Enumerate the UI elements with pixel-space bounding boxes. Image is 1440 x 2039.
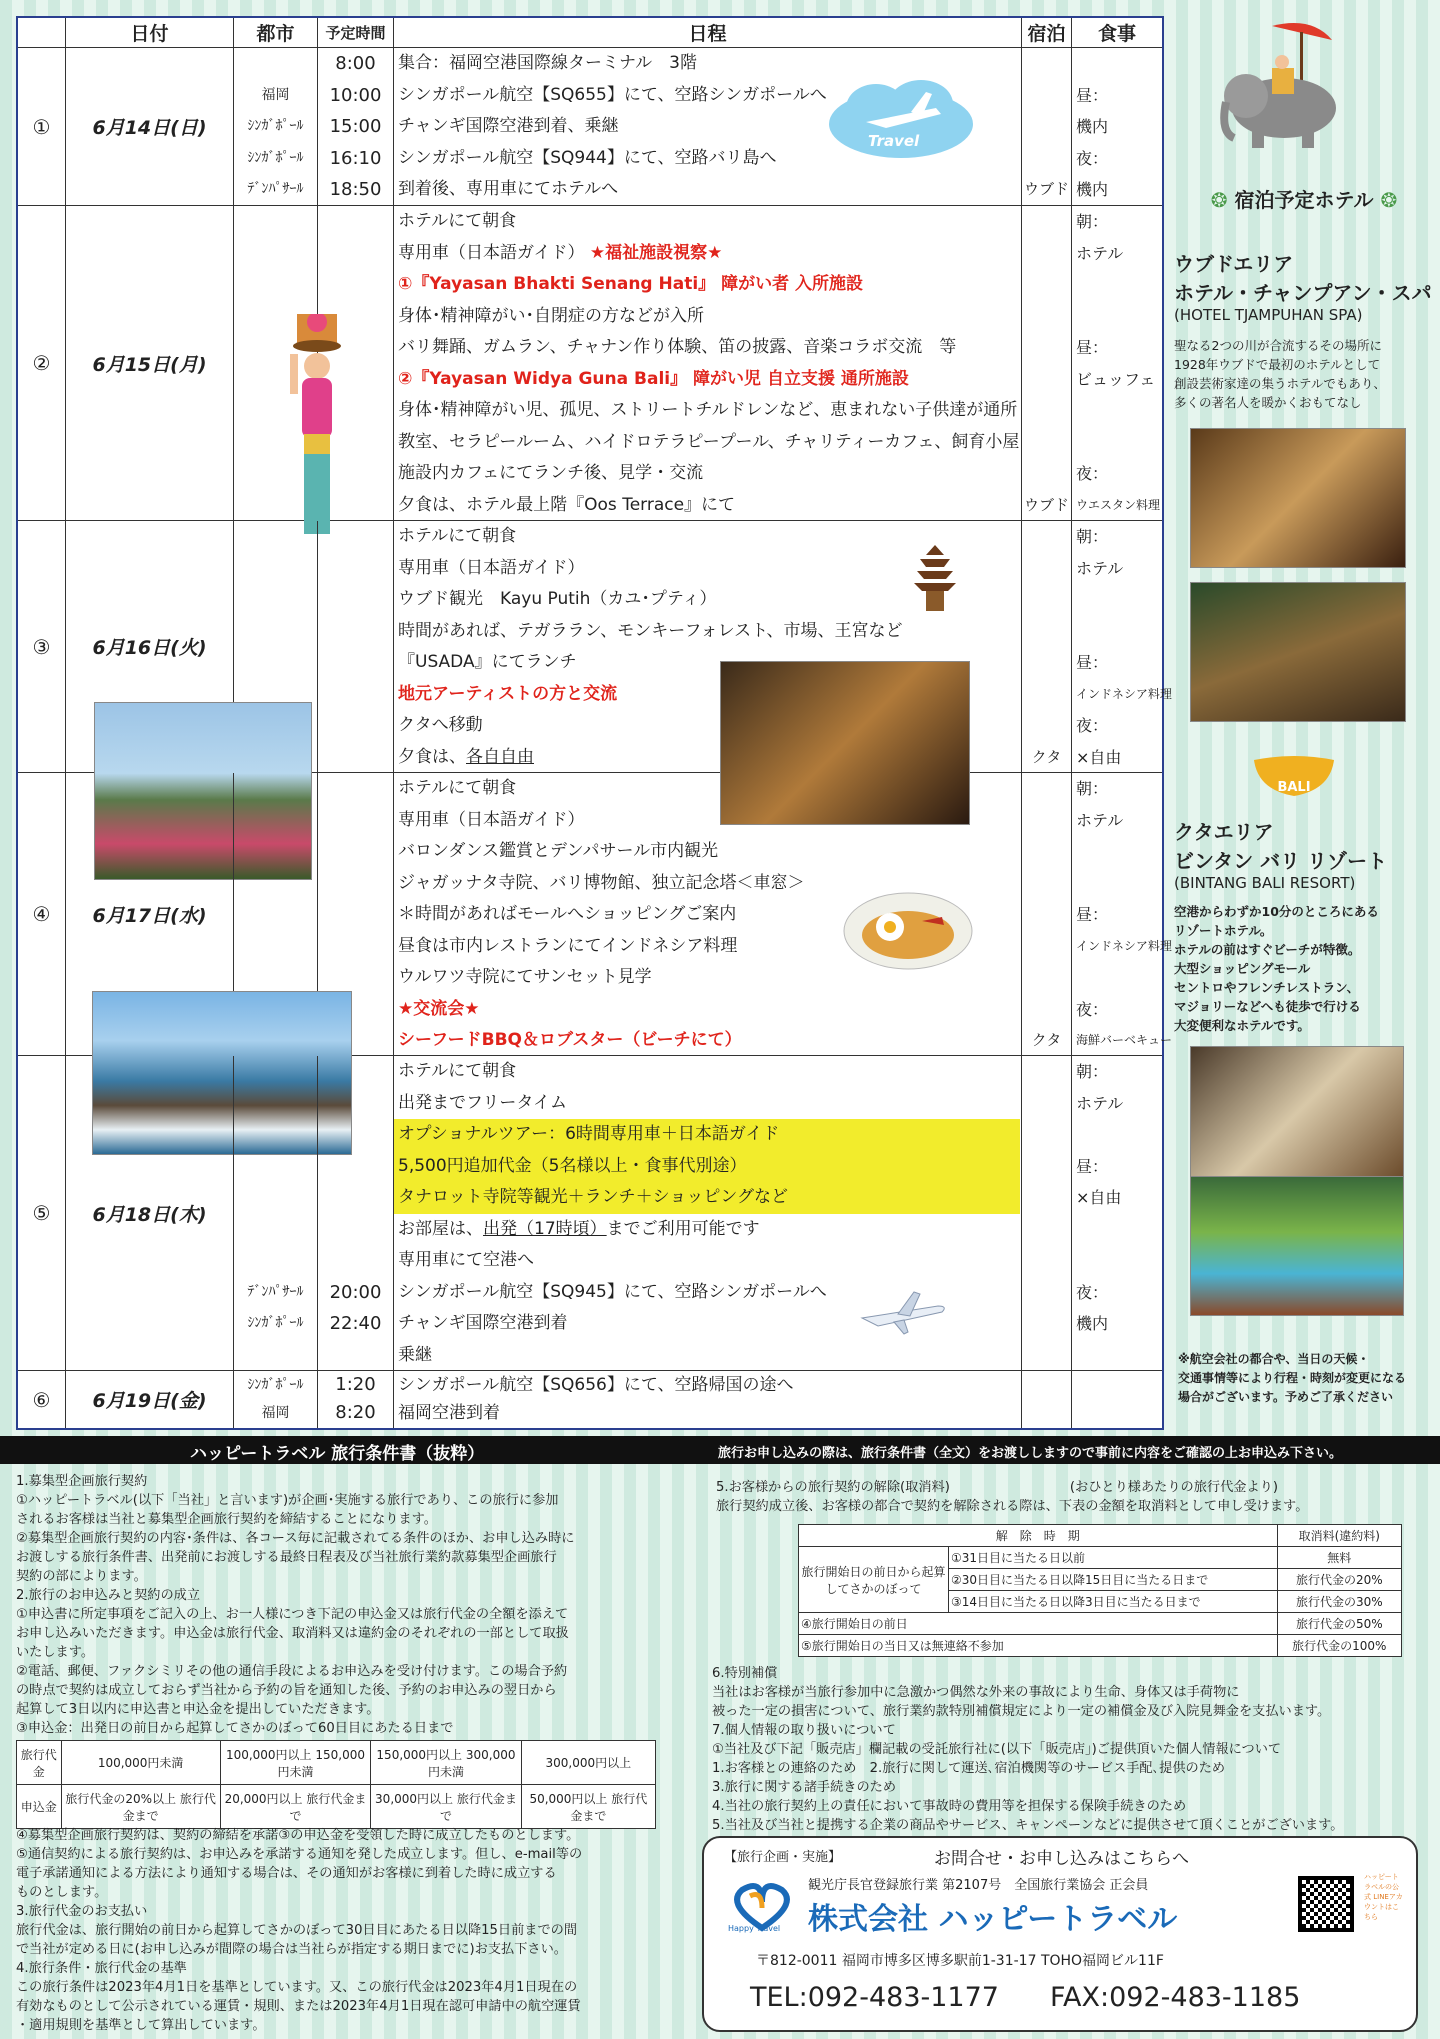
meal: 夜： — [1076, 148, 1109, 168]
optional-tour-line: 5,500円追加代金（5名様以上・食事代別途） — [394, 1151, 1020, 1183]
schedule-line: 乗継 — [398, 1344, 432, 1365]
day-number: ⑤ — [18, 1056, 66, 1370]
contact-box — [702, 1836, 1418, 2032]
facility-1: ①『Yayasan Bhakti Senang Hati』 障がい者 入所施設 — [398, 274, 863, 294]
schedule-line: バリ舞踊、ガムラン、チャナン作り体験、笛の披露、音楽コラボ交流 等 — [398, 337, 957, 357]
schedule-line: バロンダンス鑑賞とデンパサール市内観光 — [398, 841, 719, 861]
schedule-line: までご利用可能です — [606, 1218, 760, 1239]
meal: ホテル — [1076, 243, 1124, 263]
hotel-name: ビンタン バリ リゾート — [1174, 849, 1388, 873]
schedule-line: ホテルにて朝食 — [398, 1061, 517, 1081]
day-row-1 — [18, 48, 1162, 206]
meal: インドネシア料理 — [1076, 686, 1172, 701]
schedule-line: 専用車（日本語ガイド） — [398, 557, 585, 578]
meal: 夜： — [1076, 716, 1109, 735]
meal: ×自由 — [1076, 1188, 1122, 1207]
hotel-description: 空港からわずか10分のところにある リゾートホテル。 ホテルの前はすぐビーチが特徴。 大型ショッピングモール セントロやフレンチレストラン、 マジョリーなどへも徒歩で行ける 大変便利なホテルです。 — [1174, 904, 1379, 1033]
schedule-line: ＊時間があればモールへショッピングご案内 — [398, 904, 737, 924]
ubud-restaurant-photo — [1190, 582, 1406, 722]
conditions-left-text: 1.募集型企画旅行契約 ①ハッピートラベル(以下「当社」と言います)が企画･実施する旅行であり、この旅行に参加 されるお客様は当社と募集型企画旅行契約を締結することになります。 ②募集型企画旅行契約の内容･条件は、各コース毎に記載されてる条件のほか、お申し込み時に お渡しする旅行条件書、出発前にお渡しする最終日程表及び当社旅行業約款募集型企画旅行 契約の部によります。 2.旅行のお申込みと契約の成立 ①申込書に所定事項をご記入の上、お一人様につき下記の申込金又は旅行代金の全額を添えて お申し込みいただきます。申込金は旅行代金、取消料又は違約金のそれぞれの一部として取扱 いたします。 ②電話、郵便、ファクシミリその他の通信手段によるお申込みを受け付けます。この場合予約 の時点で契約は成立しておらず当社から予約の旨を通知した後、予約のお申込みの翌日から 起算して3日以内に申込書と申込金を提出していただきます。 ③申込金：出発日の前日から起算してさかのぼって60日目にあたる日まで — [16, 1474, 575, 1736]
ubud-room-photo — [1190, 428, 1406, 568]
schedule-line: 出発までフリータイム — [398, 1092, 567, 1113]
meal: ×自由 — [1076, 747, 1122, 767]
schedule-line: 教室、セラピールーム、ハイドロテラピープール、チャリティーカフェ、飼育小屋 — [398, 431, 1020, 452]
meal: 海鮮バーベキュー — [1076, 1033, 1173, 1047]
deposit-table: 旅行代金 100,000円未満 100,000円以上 150,000円未満 150,000円以上 300,000円未満 300,000円以上 申込金 旅行代金の20%以上 旅行代金まで 20,000円以上 旅行代金まで 30,000円以上 旅行代金まで 50,000円以上 旅行代金まで — [16, 1740, 656, 1829]
schedule-line: シンガポール航空【SQ656】にて、空路帰国の途へ — [398, 1375, 794, 1395]
happy-travel-logo: Happy Travel — [722, 1880, 802, 1936]
schedule-line: 昼食は市内レストランにてインドネシア料理 — [398, 935, 738, 956]
city: 福岡 — [261, 1405, 290, 1421]
day-row-2 — [18, 206, 1162, 521]
conditions-bar — [0, 1436, 1440, 1464]
meal: 朝： — [1076, 527, 1109, 546]
day-date: 6月16日(火) — [66, 521, 234, 772]
hotel-section-title: ❂ 宿泊予定ホテル ❂ — [1210, 188, 1398, 212]
city: ｼﾝｶﾞﾎﾟｰﾙ — [247, 118, 304, 134]
elephant-illustration — [1212, 16, 1362, 152]
meal: 夜： — [1076, 1282, 1109, 1302]
city: 福岡 — [261, 86, 290, 103]
day-number: ② — [18, 206, 66, 520]
day-row-4 — [18, 773, 1173, 1056]
meal: 夜： — [1076, 464, 1109, 483]
schedule-line: シンガポール航空【SQ944】にて、空路バリ島へ — [398, 147, 777, 168]
pagoda-icon — [914, 545, 956, 611]
phone-number[interactable]: TEL:092-483-1177 — [750, 1982, 999, 2013]
facility-2: ②『Yayasan Widya Guna Bali』 障がい児 自立支援 通所施設 — [398, 368, 909, 389]
travel-cloud-icon: Travel — [826, 78, 976, 162]
free-dinner: 各自自由 — [466, 746, 534, 767]
itinerary-table — [16, 16, 1173, 1430]
ubud-hotel — [1174, 248, 1434, 412]
airplane-icon — [858, 1288, 948, 1336]
meal: 昼： — [1076, 1156, 1109, 1176]
schedule-line: 夕食は、ホテル最上階『Oos Terrace』にて — [398, 494, 736, 515]
time: 20:00 — [329, 1281, 382, 1303]
wreath-icon: ❂ — [1380, 188, 1398, 212]
fax-number: FAX:092-483-1185 — [1050, 1982, 1301, 2013]
meal: ホテル — [1076, 558, 1124, 578]
time: 1:20 — [335, 1374, 376, 1395]
day-date: 6月14日(日) — [66, 48, 234, 205]
schedule-line: 到着後、専用車にてホテルへ — [398, 179, 619, 199]
contact-label: 【旅行企画・実施】 — [724, 1850, 842, 1865]
schedule-line: お部屋は、 — [398, 1218, 483, 1239]
schedule-line: ホテルにて朝食 — [398, 211, 517, 231]
schedule-line: シンガポール航空【SQ945】にて、空路シンガポールへ — [398, 1281, 827, 1302]
city: ﾃﾞﾝﾊﾟｻｰﾙ — [247, 1283, 304, 1300]
bali-badge: BALI — [1252, 756, 1336, 798]
conditions-title: ハッピートラベル 旅行条件書（抜粋） — [190, 1444, 485, 1464]
day-row-5 — [18, 1056, 1162, 1371]
time: 10:00 — [329, 84, 382, 106]
hotel-name-en: (HOTEL TJAMPUHAN SPA) — [1174, 306, 1363, 324]
schedule-line: 専用車（日本語ガイド） — [398, 242, 585, 263]
stay: ウブド — [1023, 495, 1069, 514]
city: ｼﾝｶﾞﾎﾟｰﾙ — [247, 1377, 304, 1393]
schedule-change-note: ※航空会社の都合や、当日の天候・ 交通事情等により行程・時刻が変更になる 場合がございます。予めご了承ください — [1178, 1352, 1407, 1404]
conditions-right-text: 6.特別補償 当社はお客様が当旅行参加中に急激かつ偶然な外来の事故により生命、身体又は手荷物に 被った一定の損害について、旅行業約款特別補償規定により一定の補償金及び入院見舞金を支払います。 7.個人情報の取り扱いについて ①当社及び下記「販売店」欄記載の受託旅行社に(以下「販売店」)ご提供頂いた個人情報について 1.お客様との連絡のため 2.旅行に関して運送､宿泊機関等のサービス手配､提供のため 3.旅行に関する諸手続きのため 4.当社の旅行契約上の責任において事故時の費用等を担保する保険手続きのため 5.当社及び当社と提携する企業の商品やサービス、キャンペーンなどに提供させて頂くことがございます。 — [712, 1666, 1344, 1833]
kuta-room-photo — [1190, 1046, 1404, 1180]
city — [234, 48, 317, 80]
header-stay: 宿泊 — [1022, 18, 1072, 48]
meal: 朝： — [1076, 1062, 1109, 1081]
seafood-bbq: シーフードBBQ＆ロブスター（ビーチにて） — [398, 1030, 742, 1050]
schedule-line: ウブド観光 Kayu Putih（カユ･プティ） — [398, 589, 717, 609]
balinese-woman-illustration — [272, 314, 362, 554]
schedule-line: 専用車にて空港へ — [398, 1250, 534, 1270]
time: 8:20 — [335, 1402, 376, 1423]
nasi-goreng-icon — [842, 891, 974, 971]
wreath-icon: ❂ — [1210, 188, 1228, 212]
hotel-name: ホテル・チャンプアン・スパ — [1174, 281, 1432, 305]
schedule-line: ウルワツ寺院にてサンセット見学 — [398, 967, 652, 987]
day-date: 6月17日(水) — [66, 773, 234, 1055]
day-number: ① — [18, 48, 66, 205]
day-row-3 — [18, 521, 1172, 773]
time: 15:00 — [329, 116, 382, 137]
time: 8:00 — [335, 53, 376, 74]
schedule-line: 専用車（日本語ガイド） — [398, 809, 585, 830]
hotel-name-en: (BINTANG BALI RESORT) — [1174, 874, 1356, 892]
day-number: ⑥ — [18, 1371, 66, 1428]
checkout-time: 出発（17時頃） — [483, 1218, 607, 1239]
registration-info: 観光庁長官登録旅行業 第2107号 全国旅行業協会 正会員 — [808, 1878, 1149, 1893]
cancellation-table: 解 除 時 期 取消料(違約料) 旅行開始日の前日から起算してさかのぼって ①31日目に当たる日以前 無料 ②30日目に当たる日以降15日目に当たる日まで 旅行代金の20% ③14日目に当たる日以降3日目に当たる日まで 旅行代金の30% ④旅行開始日の前日 旅行代金の50% ⑤旅行開始日の当日又は無連絡不参加 旅行代金の100% — [798, 1524, 1402, 1657]
stay: ウブド — [1023, 180, 1069, 198]
meal: ホテル — [1076, 810, 1124, 830]
meal: ビュッフェ — [1076, 369, 1156, 389]
header-schedule: 日程 — [394, 18, 1022, 48]
conditions-left-text-2: ④募集型企画旅行契約は、契約の締結を承諾③の申込金を受領した時に成立したものとします。 ⑤通信契約による旅行契約は、お申込みを承諾する通知を発した成立します。但し、e-mail等の 電子承諾通知による方法により通知する場合は、その通知がお客様に到着した時に成立する ものとします。 3.旅行代金のお支払い 旅行代金は、旅行開始の前日から起算してさかのぼって30日目にあたる日以降15日前までの間 で当社が定める日に(お申し込みが間際の場合は当社らが指定する期日までに)お支払下さい。 4.旅行条件・旅行代金の基準 この旅行条件は2023年4月1日を基準としています。又、この旅行代金は2023年4月1日現在の 有効なものとして公示されている運賃・規則、または2023年4月1日現在認可申請中の航空運賃 ・適用規則を基準として算出しています。 — [16, 1828, 583, 2033]
qr-code-icon[interactable] — [1298, 1876, 1354, 1932]
meal: 昼： — [1076, 338, 1109, 357]
schedule-line: 福岡空港到着 — [398, 1403, 500, 1423]
meal: 昼： — [1076, 653, 1109, 672]
stay: クタ — [1031, 1031, 1062, 1049]
kuta-pool-photo — [1190, 1176, 1404, 1316]
schedule-line: ジャガッナタ寺院、バリ博物館、独立記念塔＜車窓＞ — [398, 872, 805, 893]
schedule-line: ホテルにて朝食 — [398, 526, 517, 546]
meal: 昼： — [1076, 85, 1109, 105]
schedule-line: 夕食は、 — [398, 746, 466, 767]
exchange-party: ★交流会★ — [398, 998, 480, 1019]
schedule-line: クタへ移動 — [398, 715, 483, 735]
meal: ホテル — [1076, 1093, 1124, 1113]
schedule-line: 身体･精神障がい児、孤児、ストリートチルドレンなど、恵まれない子供達が通所 — [398, 400, 1018, 420]
welfare-visit-label: ★福祉施設視察★ — [589, 242, 723, 263]
contact-inquiry: お問合せ・お申し込みはこちらへ — [934, 1849, 1189, 1869]
schedule-line: 身体･精神障がい･自閉症の方などが入所 — [398, 305, 704, 326]
time: 18:50 — [329, 179, 382, 200]
day-date: 6月18日(木) — [66, 1056, 234, 1370]
header-city: 都市 — [234, 18, 318, 48]
day-row-6 — [18, 1371, 1162, 1428]
artist-exchange: 地元アーティストの方と交流 — [398, 683, 618, 704]
optional-tour-line: タナロット寺院等観光＋ランチ＋ショッピングなど — [394, 1182, 1020, 1214]
meal: 昼： — [1076, 905, 1109, 924]
meal: 機内 — [1076, 117, 1109, 136]
city: ｼﾝｶﾞﾎﾟｰﾙ — [247, 149, 304, 166]
conditions-notice: 旅行お申し込みの際は、旅行条件書（全文）をお渡ししますので事前に内容をご確認の上お申込み下さい。 — [718, 1446, 1343, 1461]
header-no — [18, 18, 66, 48]
meal: 機内 — [1076, 180, 1109, 199]
company-address: 〒812-0011 福岡市博多区博多駅前1-31-17 TOHO福岡ビル11F — [756, 1953, 1164, 1969]
schedule-line: ホテルにて朝食 — [398, 778, 517, 798]
schedule-line: チャンギ国際空港到着、乗継 — [398, 116, 619, 136]
schedule-line: 集合：福岡空港国際線ターミナル 3階 — [398, 53, 697, 73]
schedule-line: チャンギ国際空港到着 — [398, 1313, 568, 1333]
stay: クタ — [1031, 747, 1062, 766]
meal: 夜： — [1076, 999, 1109, 1019]
time: 16:10 — [329, 147, 382, 169]
meal: 朝： — [1076, 779, 1109, 798]
company-name: 株式会社 ハッピートラベル — [808, 1902, 1178, 1937]
hotel-side-panel — [1166, 16, 1440, 1430]
header-time: 予定時間 — [318, 18, 394, 48]
header-date: 日付 — [66, 18, 234, 48]
day-number: ④ — [18, 773, 66, 1055]
schedule-line: シンガポール航空【SQ655】にて、空路シンガポールへ — [398, 84, 827, 105]
city: ﾃﾞﾝﾊﾟｻｰﾙ — [247, 181, 304, 197]
conditions-right-top: 5.お客様からの旅行契約の解除(取消料) (おひとり様あたりの旅行代金より) 旅行契約成立後、お客様の都合で契約を解除される際は、下表の金額を取消料として申し受けます。 — [716, 1480, 1309, 1514]
meal: インドネシア料理 — [1076, 938, 1172, 953]
day-date: 6月15日(月) — [66, 206, 234, 520]
time: 22:40 — [329, 1313, 382, 1334]
meal: ウエスタン料理 — [1076, 497, 1161, 512]
hotel-area: ウブドエリア — [1174, 252, 1294, 276]
kuta-hotel — [1174, 816, 1434, 1035]
header-meals: 食事 — [1072, 18, 1162, 48]
day-number: ③ — [18, 521, 66, 772]
schedule-line: 時間があれば、テガララン、モンキーフォレスト、市場、王宮など — [398, 620, 903, 641]
day-date: 6月19日(金) — [66, 1371, 234, 1428]
optional-tour-line: オプショナルツアー：6時間専用車＋日本語ガイド — [394, 1119, 1020, 1151]
city: ｼﾝｶﾞﾎﾟｰﾙ — [247, 1315, 304, 1331]
schedule-line: 施設内カフェにてランチ後、見学・交流 — [398, 463, 704, 483]
schedule-line: 『USADA』にてランチ — [398, 652, 577, 672]
qr-caption: ハッピートラベルの公式 LINEアカウントはこちら — [1364, 1873, 1403, 1921]
hotel-description: 聖なる2つの川が合流するその場所に 1928年ウブドで最初のホテルとして 創設芸術家達の集うホテルでもあり、 多くの著名人を暖かくおもてなし — [1174, 338, 1386, 410]
meal: 機内 — [1076, 1314, 1109, 1333]
hotel-area: クタエリア — [1174, 820, 1274, 844]
meal: 朝： — [1076, 212, 1109, 231]
